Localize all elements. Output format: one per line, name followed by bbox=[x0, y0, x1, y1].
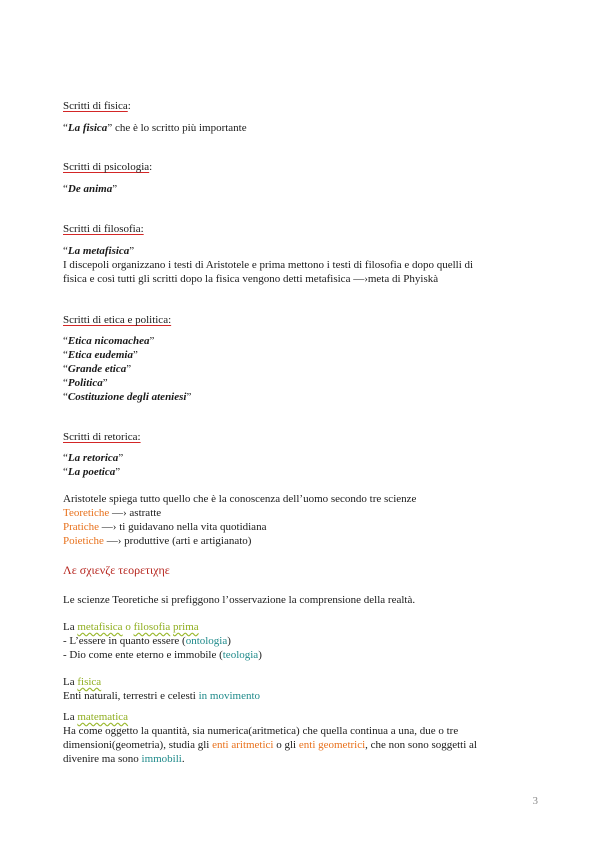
metafisica-bullet-1: - L’essere in quanto essere (ontologia) bbox=[63, 635, 231, 647]
etica-item: “Etica eudemia” bbox=[63, 349, 138, 361]
scienze-poietiche: Poietiche —› produttive (arti e artigianato) bbox=[63, 535, 252, 547]
greek-heading: Λε σχιενζε τεορετιχηε bbox=[63, 563, 170, 577]
page-number: 3 bbox=[532, 795, 538, 807]
metafisica-bullet-2: - Dio come ente eterno e immobile (teologia) bbox=[63, 649, 262, 661]
matematica-line-2: dimensioni(geometria), studia gli enti aritmetici o gli enti geometrici, che non sono soggetti al bbox=[63, 739, 477, 751]
filosofia-line-1: I discepoli organizzano i testi di Aristotele e prima mettono i testi di filosofia e dopo quelli di bbox=[63, 259, 474, 271]
heading-fisica: Scritti di fisica: bbox=[63, 100, 131, 112]
heading-filosofia: Scritti di filosofia: bbox=[63, 223, 144, 235]
etica-item: “Etica nicomachea” bbox=[63, 335, 155, 347]
fisica-line: “La fisica” che è lo scritto più importante bbox=[63, 122, 247, 134]
heading-etica: Scritti di etica e politica: bbox=[63, 314, 172, 326]
retorica-item: “La poetica” bbox=[63, 466, 121, 478]
matematica-line-3: divenire ma sono immobili. bbox=[63, 753, 185, 765]
etica-item: “Costituzione degli ateniesi” bbox=[63, 391, 192, 403]
scienze-intro: Aristotele spiega tutto quello che è la conoscenza dell’uomo secondo tre scienze bbox=[63, 493, 417, 505]
retorica-item: “La retorica” bbox=[63, 452, 124, 464]
heading-retorica: Scritti di retorica: bbox=[63, 431, 141, 443]
etica-item: “Grande etica” bbox=[63, 363, 132, 375]
psicologia-line: “De anima” bbox=[63, 183, 118, 195]
filosofia-line-2: fisica e così tutti gli scritti dopo la fisica vengono detti metafisica —›meta di Phyiskà bbox=[63, 273, 439, 285]
scienze-teoretiche: Teoretiche —› astratte bbox=[63, 507, 162, 519]
matematica-line-1: Ha come oggetto la quantità, sia numerica(aritmetica) che quella continua a una, due o tre bbox=[63, 725, 459, 737]
matematica-heading: La matematica bbox=[63, 711, 129, 723]
fisica-desc: Enti naturali, terrestri e celesti in movimento bbox=[63, 690, 261, 702]
etica-item: “Politica” bbox=[63, 377, 108, 389]
filosofia-title: “La metafisica” bbox=[63, 245, 135, 257]
metafisica-heading: La metafisica o filosofia prima bbox=[63, 621, 199, 633]
scienze-pratiche: Pratiche —› ti guidavano nella vita quotidiana bbox=[63, 521, 267, 533]
teoretiche-line: Le scienze Teoretiche si prefiggono l’osservazione la comprensione della realtà. bbox=[63, 594, 416, 606]
fisica-heading: La fisica bbox=[63, 676, 102, 688]
heading-psicologia: Scritti di psicologia: bbox=[63, 161, 153, 173]
